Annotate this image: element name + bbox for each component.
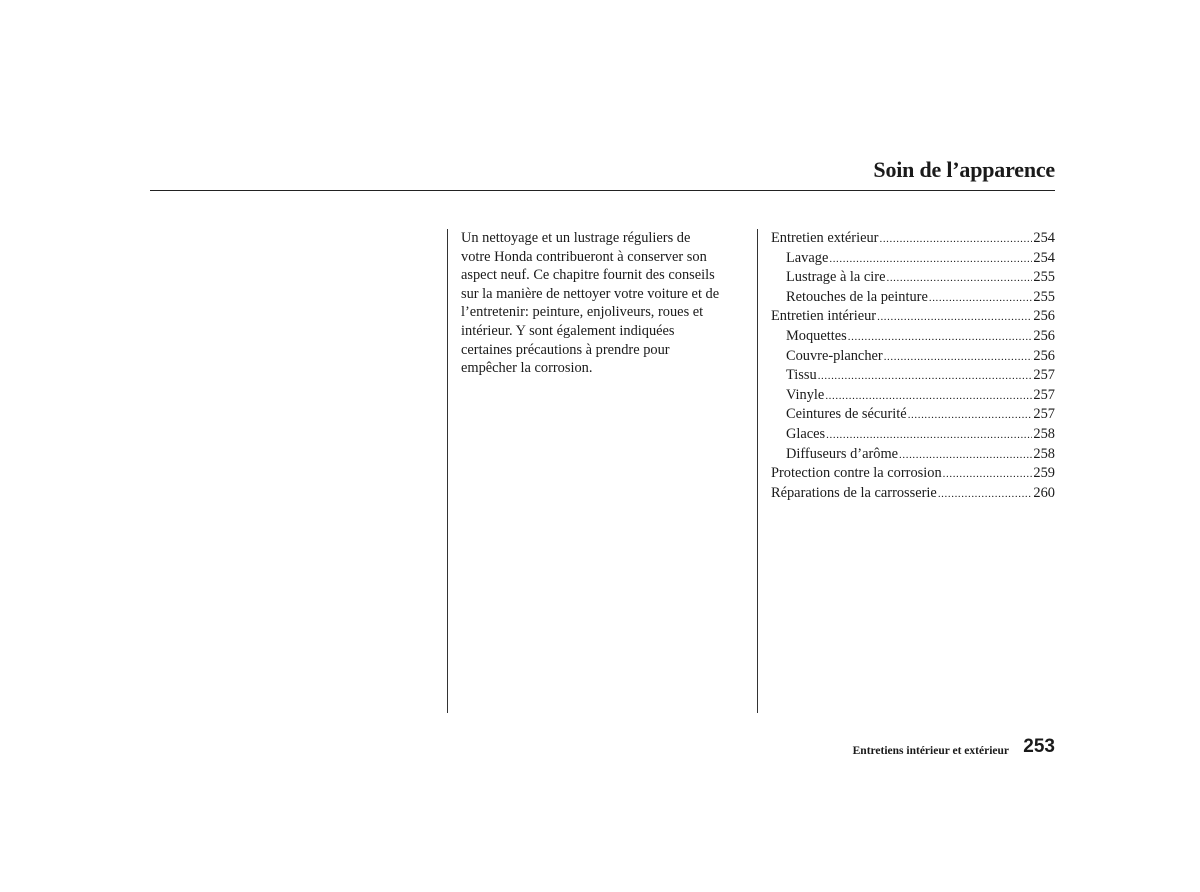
toc-entry-label: Tissu xyxy=(786,367,817,384)
toc-entry-page: 260 xyxy=(1033,484,1055,501)
intro-paragraph xyxy=(461,229,751,378)
table-of-contents xyxy=(771,229,1055,503)
toc-entry-page: 255 xyxy=(1033,288,1055,305)
intro-line: sur la manière de nettoyer votre voiture et de xyxy=(461,285,720,302)
toc-entry[interactable] xyxy=(771,288,1055,308)
toc-dot-leader xyxy=(818,366,1033,386)
intro-line: Un nettoyage et un lustrage réguliers de xyxy=(461,230,691,246)
toc-entry-page: 257 xyxy=(1033,406,1055,423)
toc-entry-page: 256 xyxy=(1033,308,1055,325)
toc-entry-label: Ceintures de sécurité xyxy=(786,406,907,423)
page-title: Soin de l’apparence xyxy=(873,157,1055,182)
toc-entry-label: Entretien extérieur xyxy=(771,230,879,246)
toc-entry[interactable] xyxy=(771,327,1055,347)
toc-entry[interactable] xyxy=(771,307,1055,327)
toc-dot-leader xyxy=(884,347,1033,367)
toc-entry-page: 257 xyxy=(1033,386,1055,403)
toc-entry-label: Réparations de la carrosserie xyxy=(771,484,937,501)
toc-entry-page: 259 xyxy=(1033,465,1055,482)
toc-dot-leader xyxy=(826,425,1032,445)
toc-entry-label: Couvre-plancher xyxy=(786,347,883,364)
toc-entry-label: Protection contre la corrosion xyxy=(771,465,942,482)
toc-entry[interactable] xyxy=(771,268,1055,288)
column-divider-left xyxy=(447,229,448,713)
intro-line: aspect neuf. Ce chapitre fournit des conseils xyxy=(461,267,715,284)
toc-entry-page: 255 xyxy=(1033,269,1055,286)
toc-entry-label: Diffuseurs d’arôme xyxy=(786,445,899,462)
title-divider xyxy=(150,190,1055,191)
intro-line: intérieur. Y sont également indiquées xyxy=(461,322,675,339)
page-number: 253 xyxy=(1023,736,1055,757)
toc-entry-label: Glaces xyxy=(786,425,826,442)
toc-entry-page: 257 xyxy=(1033,367,1055,384)
toc-dot-leader xyxy=(938,484,1033,504)
toc-entry-page: 258 xyxy=(1033,445,1055,462)
toc-entry-label: Moquettes xyxy=(786,327,847,344)
toc-entry[interactable] xyxy=(771,425,1055,445)
toc-entry[interactable] xyxy=(771,229,1055,249)
toc-dot-leader xyxy=(879,229,1032,249)
toc-entry-page: 256 xyxy=(1033,327,1055,344)
intro-line: certaines précautions à prendre pour xyxy=(461,341,670,358)
toc-dot-leader xyxy=(886,268,1032,288)
intro-line: votre Honda contribueront à conserver son xyxy=(461,248,707,265)
toc-dot-leader xyxy=(848,327,1033,347)
toc-dot-leader xyxy=(877,307,1032,327)
toc-dot-leader xyxy=(929,288,1033,308)
toc-dot-leader xyxy=(943,464,1033,484)
toc-entry-label: Vinyle xyxy=(786,386,825,403)
toc-entry[interactable] xyxy=(771,386,1055,406)
toc-entry-label: Lavage xyxy=(786,249,829,266)
toc-entry[interactable] xyxy=(771,484,1055,504)
toc-dot-leader xyxy=(908,405,1033,425)
footer-section-title: Entretiens intérieur et extérieur xyxy=(852,745,1009,757)
toc-entry-page: 256 xyxy=(1033,347,1055,364)
toc-entry-page: 254 xyxy=(1033,230,1055,246)
toc-entry-label: Entretien intérieur xyxy=(771,308,877,325)
toc-entry[interactable] xyxy=(771,366,1055,386)
toc-entry[interactable] xyxy=(771,445,1055,465)
toc-entry[interactable] xyxy=(771,405,1055,425)
column-divider-right xyxy=(757,229,758,713)
intro-line: empêcher la corrosion. xyxy=(461,360,593,377)
toc-entry[interactable] xyxy=(771,464,1055,484)
toc-dot-leader xyxy=(825,386,1032,406)
toc-entry-label: Lustrage à la cire xyxy=(786,269,886,286)
toc-entry-label: Retouches de la peinture xyxy=(786,288,928,305)
intro-line: l’entretenir: peinture, enjoliveurs, roues et xyxy=(461,304,704,321)
toc-entry-page: 258 xyxy=(1033,425,1055,442)
toc-dot-leader xyxy=(899,445,1032,465)
toc-dot-leader xyxy=(829,249,1032,269)
toc-entry[interactable] xyxy=(771,249,1055,269)
toc-entry-page: 254 xyxy=(1033,249,1055,266)
toc-entry[interactable] xyxy=(771,347,1055,367)
